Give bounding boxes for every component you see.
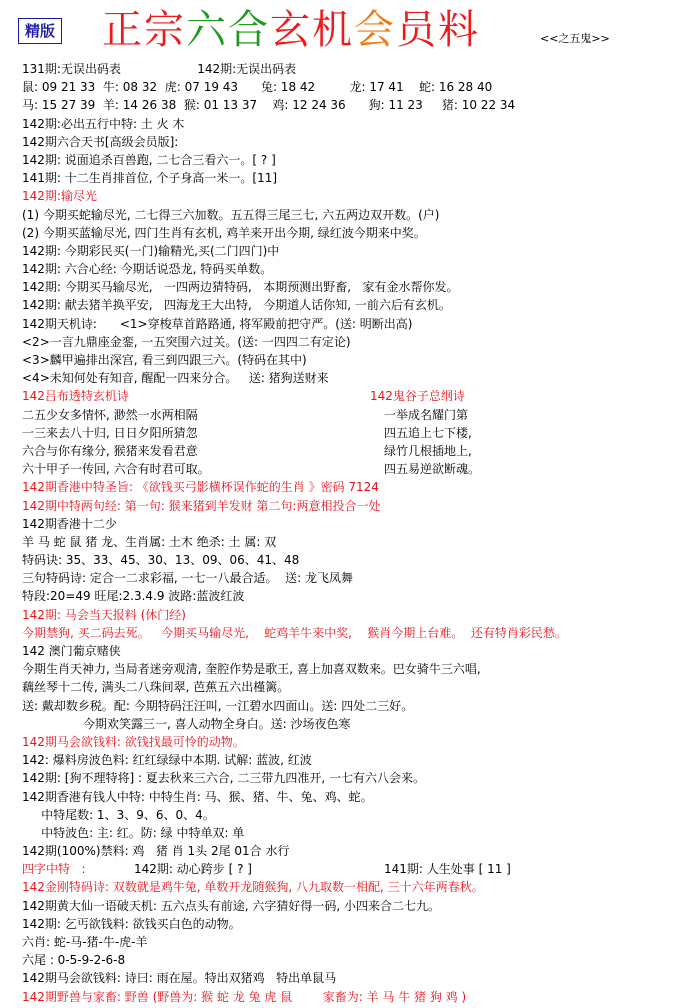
text-line: 今期禁狗, 买二码去死。 今期买马输尽光, 蛇鸡羊牛来中奖, 猴肖今期上台难。 还有特肖彩民愁。 [22,625,567,640]
info-block-3 [22,878,672,1005]
text-line: 131期:无误出码表 142期:无误出码表 [22,62,297,76]
title-part-2: 六合 [186,7,270,53]
author-signature: <<之五鬼>> [540,32,610,45]
text-line: 鼠: 09 21 33 牛: 08 32 虎: 07 19 43 兔: 18 42 龙: 17 41 蛇: 16 28 40 [22,80,493,95]
text-line: 送: 戴却数乡税。配: 今期特码汪汪叫, 一江碧水四面山。送: 四处二三好。 [22,698,414,713]
text-line: 142 澳门葡京赌侠 [22,644,121,658]
text-line: 141期: 十二生肖排首位, 个子身高一米一。[11] [22,171,278,186]
text-line: 142金刚特码诗: 双数就是鸡牛兔, 单数开龙随猴狗, 八九取数一相配, 三十六年两春秋。 [22,880,484,895]
text-line: 142期: 乞丐欲钱料: 欲钱买白色的动物。 [22,916,241,931]
text-line: 142期(100%)禁料: 鸡 猪 肖 1头 2尾 01合 水行 [22,844,290,859]
header [0,0,690,62]
text-line: 142期: 六合心经: 今期话说恐龙, 特码买单数。 [22,262,273,277]
text-line: 三句特码诗: 定合一二求彩福, 一七一八最合适。 送: 龙飞凤舞 [22,571,353,586]
special-left: 四字中特 : [22,862,86,877]
text-line: 142期六合天书[高级会员版]: [22,134,179,149]
info-block-1 [22,60,672,387]
poem-left-line: 一三来去八十归, 日日夕阳所猜忽 [22,425,198,440]
text-line: 142期香港十二少 [22,516,117,531]
poem-row [22,460,672,478]
text-line: 中特波色: 主: 红。防: 绿 中特单双: 单 [22,825,245,840]
text-line: 142期: 今期彩民买(一门)输精光,买(二门四门)中 [22,243,280,258]
poem-left-line: 六合与你有缘分, 猴猪来发看君意 [22,443,198,458]
text-line: 六肖: 蛇-马-猪-牛-虎-羊 [22,935,148,949]
text-line: 142期: [狗不理特将] : 夏去秋来三六合, 二三带九四准开, 一七有六八会来。 [22,771,426,786]
title-part-1: 正宗 [102,7,186,53]
info-block-2 [22,478,672,860]
text-line: <2>一言九鼎座金銮, 一五突围六过关。(送: 一四四二有定论) [22,334,351,349]
text-line: 142: 爆料房波色料: 红红绿绿中本期. 试解: 蓝波, 红波 [22,753,312,768]
poem-right-line: 一举成名耀门第 [384,407,469,422]
content-body [22,60,672,1006]
text-line: 马: 15 27 39 羊: 14 26 38 猴: 01 13 37 鸡: 12 24 36 狗: 11 23 猪: 10 22 34 [22,98,516,113]
text-line: (2) 今期买蓝输尽光, 四门生肖有玄机, 鸡羊来开出今期, 绿红波今期来中奖。 [22,225,426,240]
title-part-4: 会 [354,7,396,53]
text-line: 142期:必出五行中特: 土 火 木 [22,116,185,131]
text-line: 142期: 献去猪羊换平安, 四海龙王大出特, 今期道人话你知, 一前六后有玄机。 [22,298,451,313]
poem-row [22,442,672,460]
poem-left-title: 142吕布透特玄机诗 [22,389,129,404]
poem-row [22,424,672,442]
page-title [102,6,480,54]
text-line: 142期香港中特圣旨: 《欲钱买弓影横杯误作蛇的生肖 》密码 7124 [22,480,379,495]
text-line: 羊 马 蛇 鼠 猪 龙、生肖属: 土木 绝杀: 土 属: 双 [22,534,277,549]
text-line: 142期马会欲钱料: 诗曰: 雨在屋。特出双猪鸡 特出单鼠马 [22,971,337,986]
text-line: 今期生肖天神力, 当局者迷旁观清, 奎腔作势是歌王, 喜上加喜双数来。巴女骑牛三六唱, [22,662,481,677]
text-line: 142期: 马会当天报料 (休门经) [22,607,186,622]
text-line: 142期马会欲钱料: 欲钱找最可怜的动物。 [22,734,245,749]
text-line: 142期中特两句经: 第一句: 猴来猪到羊发财 第二句:两意相投合一处 [22,498,381,513]
poem-row [22,406,672,424]
text-line: 142期野兽与家畜: 野兽 (野兽为: 猴 蛇 龙 兔 虎 鼠 家畜为: 羊 马 牛 猪 狗 鸡 ) [22,989,467,1004]
title-part-3: 玄机 [270,7,354,53]
text-line: 142期:输尽光 [22,189,97,204]
title-part-5: 员料 [396,7,480,53]
poem-left-line: 六十甲子一传回, 六合有时君可取。 [22,462,210,477]
text-line: <3>麟甲遍排出深宫, 看三到四跟三六。(特码在其中) [22,353,307,367]
poem-titles-row [22,387,672,405]
poem-right-line: 四五易逆欲断魂。 [384,462,481,477]
text-line: 142期香港有钱人中特: 中特生肖: 马、猴、猪、牛、兔、鸡、蛇。 [22,789,373,804]
poem-rows [22,406,672,479]
text-line: 142期黄大仙一语破天机: 五六点头有前途, 六字猜好得一码, 小四来合二七九。 [22,898,441,913]
special-mid: 142期: 动心跨步 [ ? ] [134,862,252,877]
text-line: 六尾 : 0-5-9-2-6-8 [22,953,126,968]
special-row [22,860,672,878]
text-line: 特段:20=49 旺尾:2.3.4.9 波路:蓝波红波 [22,589,245,604]
text-line: 142期: 说面追杀百兽跑, 二七合三看六一。[ ? ] [22,152,276,167]
text-line: (1) 今期买蛇输尽光, 二七得三六加数。五五得三尾三七, 六五两边双开数。(户) [22,207,440,222]
edition-badge: 精版 [18,18,62,44]
text-line: 142期天机诗: <1>穿梭草首路路通, 将军殿前把守严。(送: 明断出高) [22,316,413,331]
poem-right-line: 四五追上七下楼, [384,425,472,440]
text-line: 藕丝琴十二传, 满头二八珠间翠, 芭蕉五六出槿篱。 [22,680,290,695]
text-line: <4>未知何处有知音, 醒配一四来分合。 送: 猪狗送财来 [22,371,329,386]
poem-left-line: 二五少女多情怀, 渺然一水两相隔 [22,407,198,422]
text-line: 142期: 今期买马输尽光, 一四两边猜特码, 本期预测出野畜, 家有金水帮你发。 [22,280,459,295]
poem-right-line: 绿竹几根插地上, [384,443,472,458]
text-line: 今期欢笑露三一, 喜人动物全身白。送: 沙场夜色寒 [22,716,351,731]
text-line: 特码诀: 35、33、45、30、13、09、06、41、48 [22,553,300,568]
text-line: 中特尾数: 1、3、9、6、0、4。 [22,807,215,822]
special-right: 141期: 人生处事 [ 11 ] [384,862,511,877]
poem-right-title: 142鬼谷子总纲诗 [370,389,465,404]
